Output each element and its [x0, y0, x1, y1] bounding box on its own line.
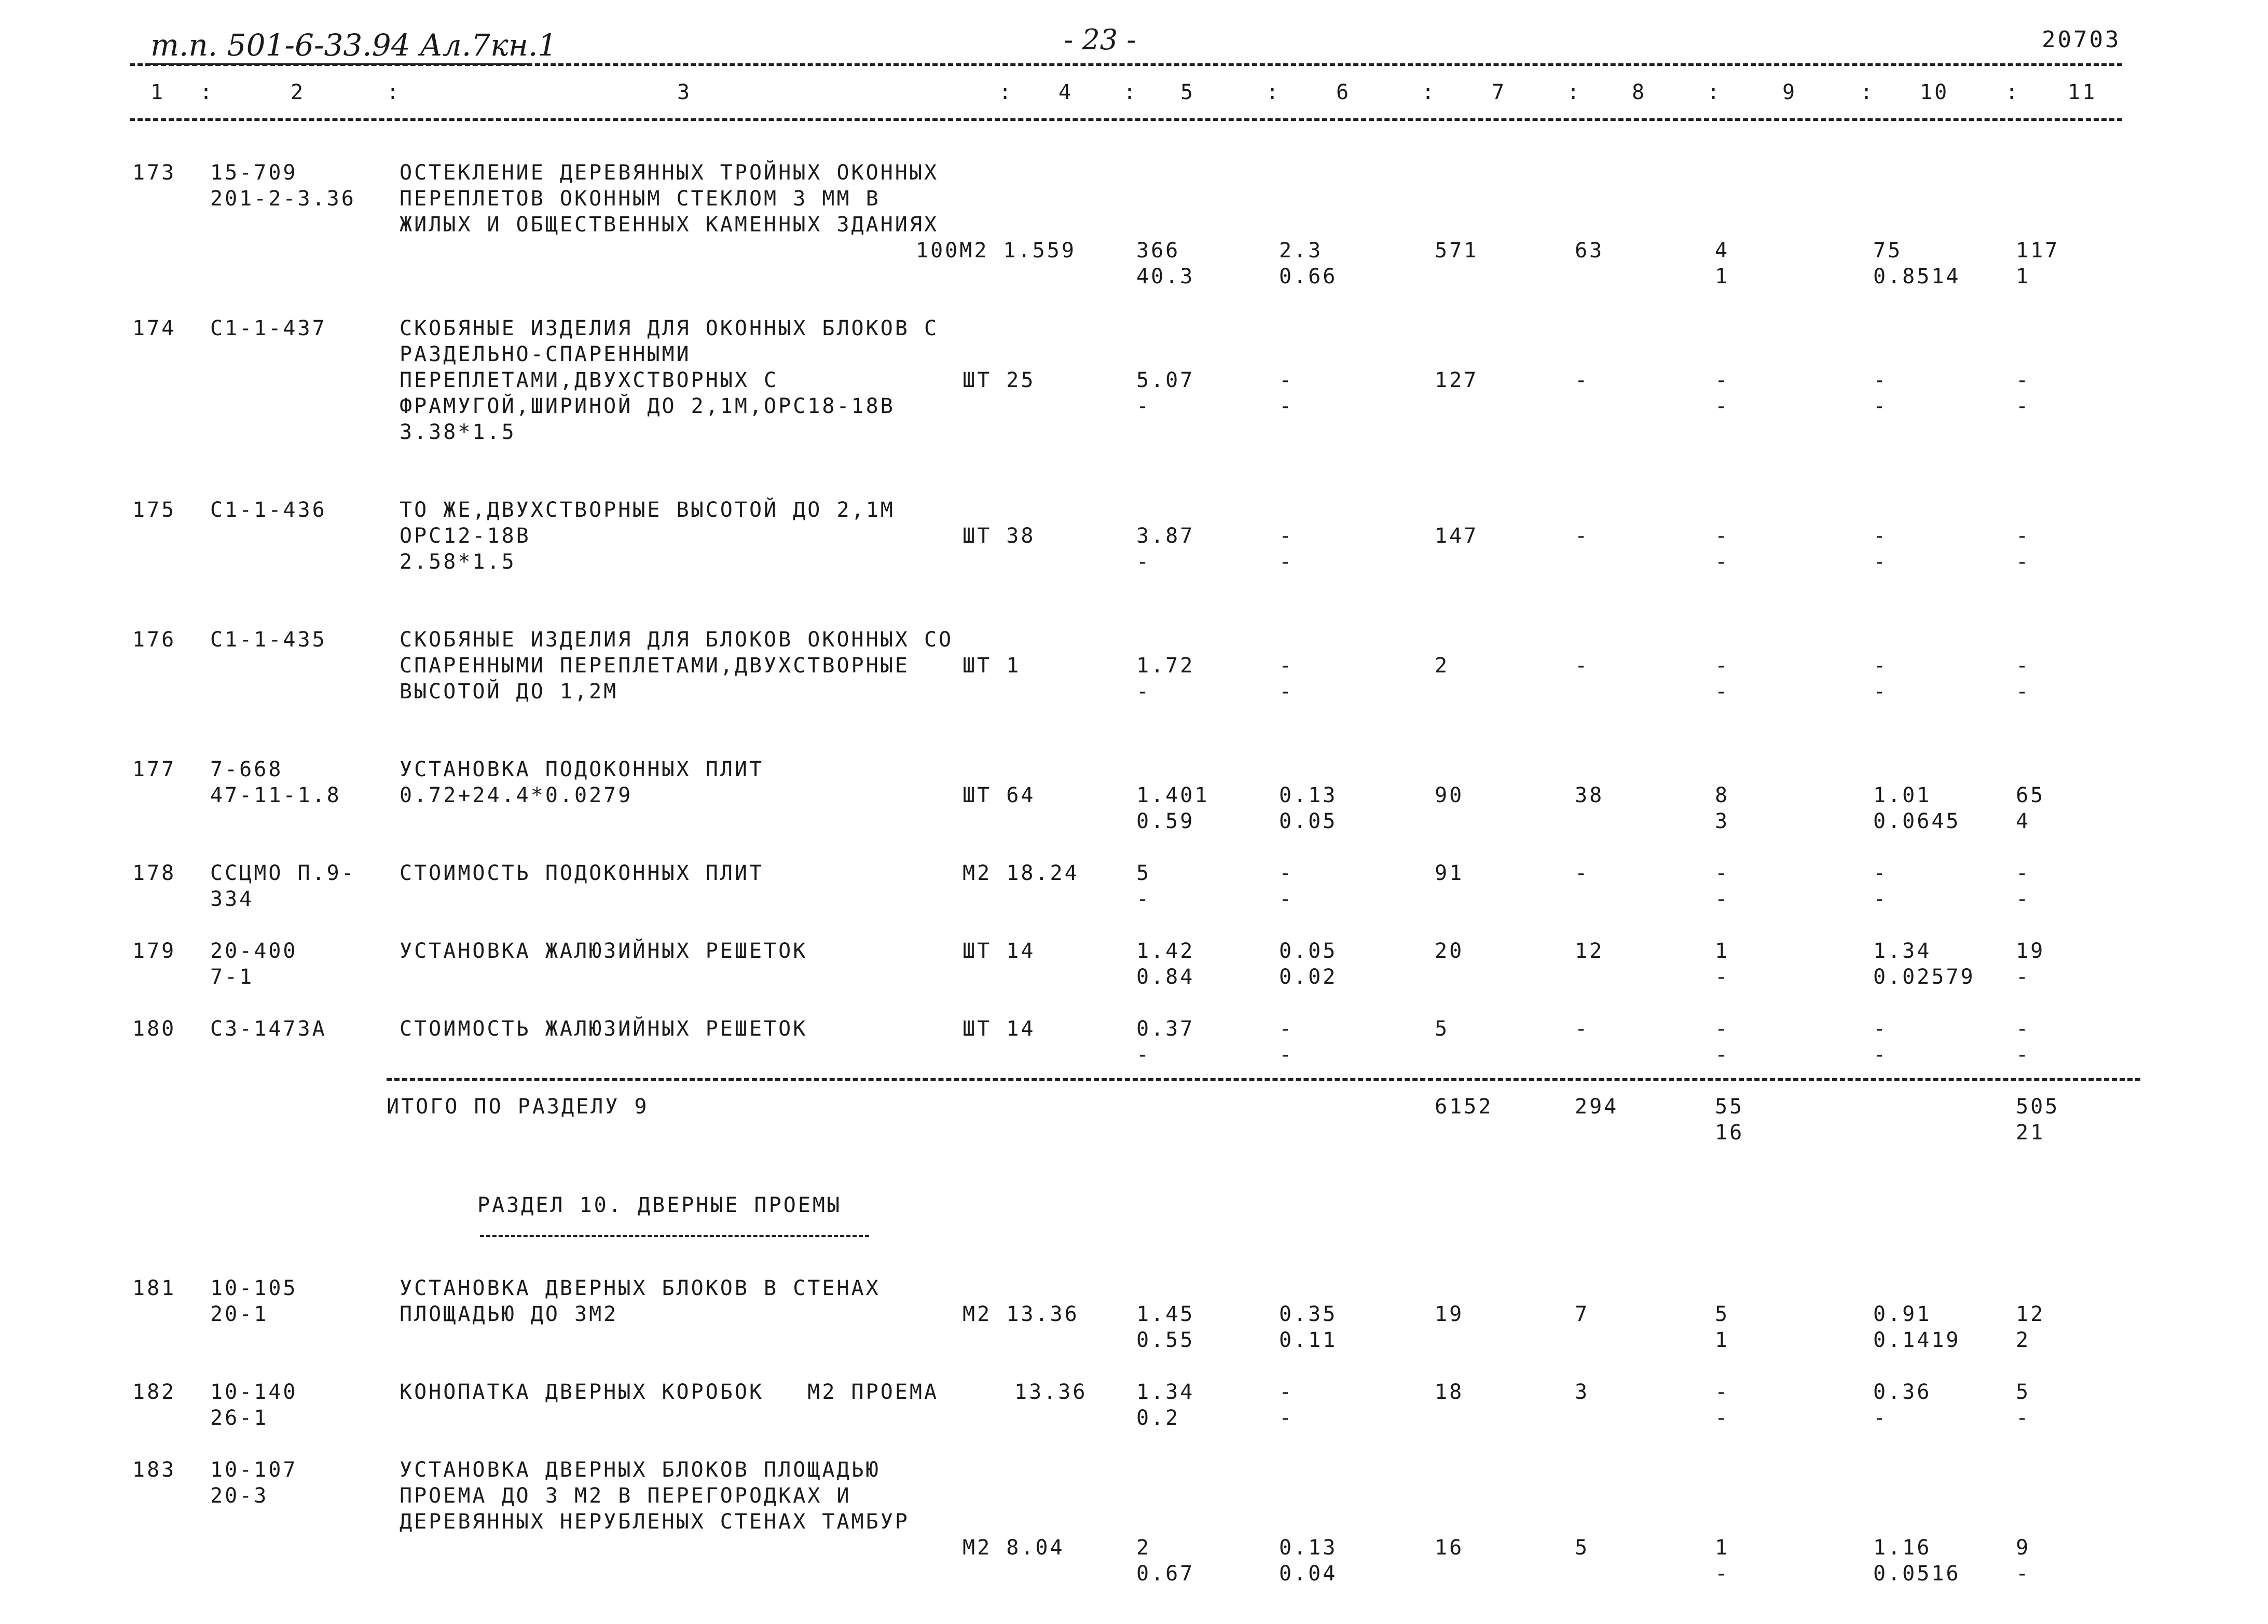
- col9-value: -: [1715, 368, 1730, 392]
- unit-quantity: ШТ 25: [963, 368, 1036, 392]
- work-description: УСТАНОВКА ПОДОКОННЫХ ПЛИТ: [400, 758, 764, 781]
- total-col9: 55: [1715, 1095, 1744, 1119]
- section-title: РАЗДЕЛ 10. ДВЕРНЫЕ ПРОЕМЫ: [477, 1193, 842, 1217]
- norm-code: 7-668: [210, 758, 283, 781]
- col7-value: 127: [1435, 368, 1479, 392]
- col5-value: 3.87: [1136, 524, 1195, 548]
- col8-value: 12: [1575, 939, 1604, 963]
- column-separator: :: [1266, 80, 1281, 104]
- col6-value: 2.3: [1279, 239, 1323, 263]
- col11-value: -: [2016, 524, 2031, 548]
- col11-value: -: [2016, 654, 2031, 678]
- col5-value: -: [1136, 680, 1151, 704]
- col7-value: 18: [1435, 1380, 1464, 1404]
- col11-value: -: [2016, 680, 2031, 704]
- work-description: ПРОЕМА ДО 3 М2 В ПЕРЕГОРОДКАХ И: [400, 1484, 851, 1508]
- row-number: 179: [132, 939, 176, 963]
- col5-value: -: [1136, 1043, 1151, 1067]
- col5-value: 1.42: [1136, 939, 1195, 963]
- work-description: СТОИМОСТЬ ЖАЛЮЗИЙНЫХ РЕШЕТОК: [400, 1017, 808, 1041]
- col8-value: 3: [1575, 1380, 1590, 1404]
- col6-value: -: [1279, 680, 1294, 704]
- col11-value: 9: [2016, 1536, 2031, 1560]
- col10-value: 0.1419: [1873, 1328, 1961, 1352]
- row-number: 176: [132, 628, 176, 652]
- col7-value: 19: [1435, 1302, 1464, 1326]
- col6-value: 0.35: [1279, 1302, 1338, 1326]
- col9-value: -: [1715, 1017, 1730, 1041]
- work-description: ОРС12-18В: [400, 524, 531, 548]
- col11-value: 1: [2016, 265, 2031, 288]
- col9-value: -: [1715, 550, 1730, 574]
- col11-value: 2: [2016, 1328, 2031, 1352]
- col6-value: -: [1279, 524, 1294, 548]
- unit-quantity: ШТ 64: [963, 783, 1036, 807]
- col6-value: 0.11: [1279, 1328, 1338, 1352]
- col11-value: -: [2016, 965, 2031, 989]
- col9-value: -: [1715, 861, 1730, 885]
- norm-code: 20-1: [210, 1302, 269, 1326]
- unit-quantity: М2 13.36: [963, 1302, 1079, 1326]
- column-header-4: 4: [1059, 80, 1074, 104]
- col5-value: 0.59: [1136, 809, 1195, 833]
- col7-value: 91: [1435, 861, 1464, 885]
- total-col11: 21: [2016, 1121, 2045, 1145]
- col11-value: -: [2016, 394, 2031, 418]
- col8-value: -: [1575, 524, 1590, 548]
- norm-code: 10-105: [210, 1276, 298, 1300]
- work-description: ПЛОЩАДЬЮ ДО 3М2: [400, 1302, 618, 1326]
- col5-value: 2: [1136, 1536, 1151, 1560]
- col5-value: 0.84: [1136, 965, 1195, 989]
- work-description: СТОИМОСТЬ ПОДОКОННЫХ ПЛИТ: [400, 861, 764, 885]
- total-label: ИТОГО ПО РАЗДЕЛУ 9: [387, 1095, 649, 1119]
- norm-code: 20-3: [210, 1484, 269, 1508]
- column-header-11: 11: [2068, 80, 2097, 104]
- header-rule-top: [130, 63, 2122, 66]
- col8-value: 7: [1575, 1302, 1590, 1326]
- total-rule: [387, 1078, 2140, 1081]
- col9-value: -: [1715, 394, 1730, 418]
- work-description: ПЕРЕПЛЕТАМИ,ДВУХСТВОРНЫХ С: [400, 368, 779, 392]
- norm-code: 20-400: [210, 939, 298, 963]
- column-header-2: 2: [291, 80, 306, 104]
- work-description: КОНОПАТКА ДВЕРНЫХ КОРОБОК М2 ПРОЕМА: [400, 1380, 939, 1404]
- row-number: 177: [132, 758, 176, 781]
- col7-value: 16: [1435, 1536, 1464, 1560]
- column-separator: :: [999, 80, 1014, 104]
- col11-value: -: [2016, 861, 2031, 885]
- work-description: СПАРЕННЫМИ ПЕРЕПЛЕТАМИ,ДВУХСТВОРНЫЕ: [400, 654, 910, 678]
- work-description: СКОБЯНЫЕ ИЗДЕЛИЯ ДЛЯ БЛОКОВ ОКОННЫХ СО: [400, 628, 954, 652]
- header-rule-bottom: [130, 118, 2122, 121]
- column-separator: :: [1123, 80, 1138, 104]
- col5-value: 0.2: [1136, 1406, 1180, 1430]
- col10-value: 75: [1873, 239, 1903, 263]
- col9-value: -: [1715, 887, 1730, 911]
- total-col11: 505: [2016, 1095, 2060, 1119]
- col5-value: 5: [1136, 861, 1151, 885]
- col10-value: 0.0516: [1873, 1562, 1961, 1586]
- col11-value: 5: [2016, 1380, 2031, 1404]
- col5-value: 1.401: [1136, 783, 1209, 807]
- col8-value: -: [1575, 654, 1590, 678]
- col7-value: 2: [1435, 654, 1450, 678]
- col9-value: 1: [1715, 1328, 1730, 1352]
- norm-code: 201-2-3.36: [210, 187, 356, 211]
- col10-value: -: [1873, 861, 1888, 885]
- col11-value: -: [2016, 1017, 2031, 1041]
- section-title-underline: [480, 1235, 869, 1237]
- col5-value: 0.55: [1136, 1328, 1195, 1352]
- col11-value: -: [2016, 1043, 2031, 1067]
- norm-code: 10-140: [210, 1380, 298, 1404]
- col5-value: -: [1136, 394, 1151, 418]
- unit-quantity: ШТ 38: [963, 524, 1036, 548]
- col9-value: 3: [1715, 809, 1730, 833]
- norm-code: 334: [210, 887, 254, 911]
- col9-value: -: [1715, 1043, 1730, 1067]
- col8-value: 5: [1575, 1536, 1590, 1560]
- col11-value: 19: [2016, 939, 2045, 963]
- norm-code: 10-107: [210, 1458, 298, 1482]
- col9-value: -: [1715, 1406, 1730, 1430]
- norm-code: 7-1: [210, 965, 254, 989]
- col5-value: -: [1136, 550, 1151, 574]
- col5-value: 40.3: [1136, 265, 1195, 288]
- col9-value: -: [1715, 965, 1730, 989]
- col11-value: -: [2016, 1406, 2031, 1430]
- col11-value: -: [2016, 550, 2031, 574]
- col7-value: 571: [1435, 239, 1479, 263]
- unit-quantity: М2 8.04: [963, 1536, 1065, 1560]
- col10-value: 0.36: [1873, 1380, 1932, 1404]
- col10-value: -: [1873, 524, 1888, 548]
- col6-value: -: [1279, 550, 1294, 574]
- work-description: 0.72+24.4*0.0279: [400, 783, 633, 807]
- col10-value: -: [1873, 550, 1888, 574]
- col5-value: 1.45: [1136, 1302, 1195, 1326]
- col10-value: -: [1873, 1043, 1888, 1067]
- unit-quantity: 100М2 1.559: [916, 239, 1076, 263]
- work-description: УСТАНОВКА ЖАЛЮЗИЙНЫХ РЕШЕТОК: [400, 939, 808, 963]
- column-header-7: 7: [1492, 80, 1507, 104]
- col9-value: -: [1715, 680, 1730, 704]
- norm-code: С3-1473А: [210, 1017, 327, 1041]
- row-number: 173: [132, 161, 176, 185]
- col9-value: -: [1715, 654, 1730, 678]
- work-description: РАЗДЕЛЬНО-СПАРЕННЫМИ: [400, 342, 691, 366]
- col8-value: -: [1575, 1017, 1590, 1041]
- col6-value: 0.05: [1279, 939, 1338, 963]
- col10-value: 0.02579: [1873, 965, 1975, 989]
- col11-value: 65: [2016, 783, 2045, 807]
- work-description: ФРАМУГОЙ,ШИРИНОЙ ДО 2,1М,ОРС18-18В: [400, 394, 895, 418]
- col7-value: 5: [1435, 1017, 1450, 1041]
- column-header-8: 8: [1632, 80, 1647, 104]
- col10-value: 0.8514: [1873, 265, 1961, 288]
- col5-value: 1.72: [1136, 654, 1195, 678]
- col9-value: -: [1715, 524, 1730, 548]
- work-description: СКОБЯНЫЕ ИЗДЕЛИЯ ДЛЯ ОКОННЫХ БЛОКОВ С: [400, 316, 939, 340]
- unit-quantity: ШТ 14: [963, 939, 1036, 963]
- column-separator: :: [1422, 80, 1437, 104]
- project-code: т.п. 501-6-33.94 Ал.7кн.1: [150, 27, 557, 63]
- col7-value: 90: [1435, 783, 1464, 807]
- norm-code: 15-709: [210, 161, 298, 185]
- norm-code: С1-1-437: [210, 316, 327, 340]
- col5-value: 1.34: [1136, 1380, 1195, 1404]
- col10-value: 1.16: [1873, 1536, 1932, 1560]
- work-description: ЖИЛЫХ И ОБЩЕСТВЕННЫХ КАМЕННЫХ ЗДАНИЯХ: [400, 213, 939, 237]
- work-description: ДЕРЕВЯННЫХ НЕРУБЛЕНЫХ СТЕНАХ ТАМБУР: [400, 1510, 910, 1534]
- row-number: 174: [132, 316, 176, 340]
- col9-value: 1: [1715, 1536, 1730, 1560]
- col6-value: -: [1279, 887, 1294, 911]
- col10-value: -: [1873, 1406, 1888, 1430]
- col10-value: -: [1873, 654, 1888, 678]
- column-separator: :: [1567, 80, 1582, 104]
- norm-code: 26-1: [210, 1406, 269, 1430]
- col7-value: 20: [1435, 939, 1464, 963]
- total-col8: 294: [1575, 1095, 1619, 1119]
- col6-value: -: [1279, 1017, 1294, 1041]
- column-separator: :: [1707, 80, 1722, 104]
- col6-value: -: [1279, 1406, 1294, 1430]
- col9-value: 1: [1715, 939, 1730, 963]
- work-description: 2.58*1.5: [400, 550, 516, 574]
- col5-value: 5.07: [1136, 368, 1195, 392]
- row-number: 175: [132, 498, 176, 522]
- col11-value: 12: [2016, 1302, 2045, 1326]
- col9-value: 8: [1715, 783, 1730, 807]
- col6-value: -: [1279, 368, 1294, 392]
- row-number: 178: [132, 861, 176, 885]
- column-header-1: 1: [150, 80, 166, 104]
- col8-value: -: [1575, 368, 1590, 392]
- col10-value: -: [1873, 1017, 1888, 1041]
- page-number: - 23 -: [1064, 23, 1136, 56]
- col10-value: -: [1873, 680, 1888, 704]
- col11-value: -: [2016, 1562, 2031, 1586]
- work-description: УСТАНОВКА ДВЕРНЫХ БЛОКОВ В СТЕНАХ: [400, 1276, 881, 1300]
- column-header-6: 6: [1336, 80, 1351, 104]
- norm-code: С1-1-436: [210, 498, 327, 522]
- col5-value: 0.67: [1136, 1562, 1195, 1586]
- work-description: ОСТЕКЛЕНИЕ ДЕРЕВЯННЫХ ТРОЙНЫХ ОКОННЫХ: [400, 161, 939, 185]
- col6-value: 0.04: [1279, 1562, 1338, 1586]
- unit-quantity: М2 18.24: [963, 861, 1079, 885]
- col11-value: -: [2016, 887, 2031, 911]
- col9-value: 5: [1715, 1302, 1730, 1326]
- col5-value: -: [1136, 887, 1151, 911]
- col6-value: 0.02: [1279, 965, 1338, 989]
- row-number: 182: [132, 1380, 176, 1404]
- col10-value: 1.01: [1873, 783, 1932, 807]
- col9-value: 4: [1715, 239, 1730, 263]
- col10-value: 0.91: [1873, 1302, 1932, 1326]
- column-header-3: 3: [677, 80, 692, 104]
- unit-quantity: ШТ 14: [963, 1017, 1036, 1041]
- col6-value: -: [1279, 654, 1294, 678]
- doc-number: 20703: [2042, 26, 2121, 53]
- col6-value: -: [1279, 861, 1294, 885]
- col11-value: 4: [2016, 809, 2031, 833]
- col9-value: 1: [1715, 265, 1730, 288]
- column-separator: :: [1860, 80, 1875, 104]
- col6-value: 0.66: [1279, 265, 1338, 288]
- unit-quantity: ШТ 1: [963, 654, 1021, 678]
- norm-code: С1-1-435: [210, 628, 327, 652]
- col11-value: 117: [2016, 239, 2060, 263]
- col10-value: -: [1873, 887, 1888, 911]
- column-header-5: 5: [1180, 80, 1195, 104]
- work-description: ПЕРЕПЛЕТОВ ОКОННЫМ СТЕКЛОМ 3 ММ В: [400, 187, 881, 211]
- col10-value: -: [1873, 394, 1888, 418]
- col10-value: 0.0645: [1873, 809, 1961, 833]
- column-header-10: 10: [1920, 80, 1949, 104]
- col6-value: 0.13: [1279, 1536, 1338, 1560]
- row-number: 180: [132, 1017, 176, 1041]
- column-separator: :: [2005, 80, 2020, 104]
- unit-quantity: 13.36: [1014, 1380, 1088, 1404]
- col8-value: 63: [1575, 239, 1604, 263]
- col6-value: -: [1279, 1380, 1294, 1404]
- col8-value: -: [1575, 861, 1590, 885]
- column-separator: :: [200, 80, 215, 104]
- col6-value: -: [1279, 1043, 1294, 1067]
- col10-value: 1.34: [1873, 939, 1932, 963]
- col10-value: -: [1873, 368, 1888, 392]
- norm-code: 47-11-1.8: [210, 783, 341, 807]
- row-number: 181: [132, 1276, 176, 1300]
- work-description: ТО ЖЕ,ДВУХСТВОРНЫЕ ВЫСОТОЙ ДО 2,1М: [400, 498, 895, 522]
- col5-value: 0.37: [1136, 1017, 1195, 1041]
- col5-value: 366: [1136, 239, 1180, 263]
- col8-value: 38: [1575, 783, 1604, 807]
- work-description: УСТАНОВКА ДВЕРНЫХ БЛОКОВ ПЛОЩАДЬЮ: [400, 1458, 881, 1482]
- work-description: 3.38*1.5: [400, 420, 516, 444]
- col11-value: -: [2016, 368, 2031, 392]
- norm-code: ССЦМО П.9-: [210, 861, 356, 885]
- col6-value: 0.05: [1279, 809, 1338, 833]
- column-header-9: 9: [1782, 80, 1797, 104]
- row-number: 183: [132, 1458, 176, 1482]
- work-description: ВЫСОТОЙ ДО 1,2М: [400, 680, 618, 704]
- total-col7: 6152: [1435, 1095, 1493, 1119]
- col9-value: -: [1715, 1380, 1730, 1404]
- col9-value: -: [1715, 1562, 1730, 1586]
- col6-value: -: [1279, 394, 1294, 418]
- column-separator: :: [387, 80, 402, 104]
- col6-value: 0.13: [1279, 783, 1338, 807]
- total-col9: 16: [1715, 1121, 1744, 1145]
- col7-value: 147: [1435, 524, 1479, 548]
